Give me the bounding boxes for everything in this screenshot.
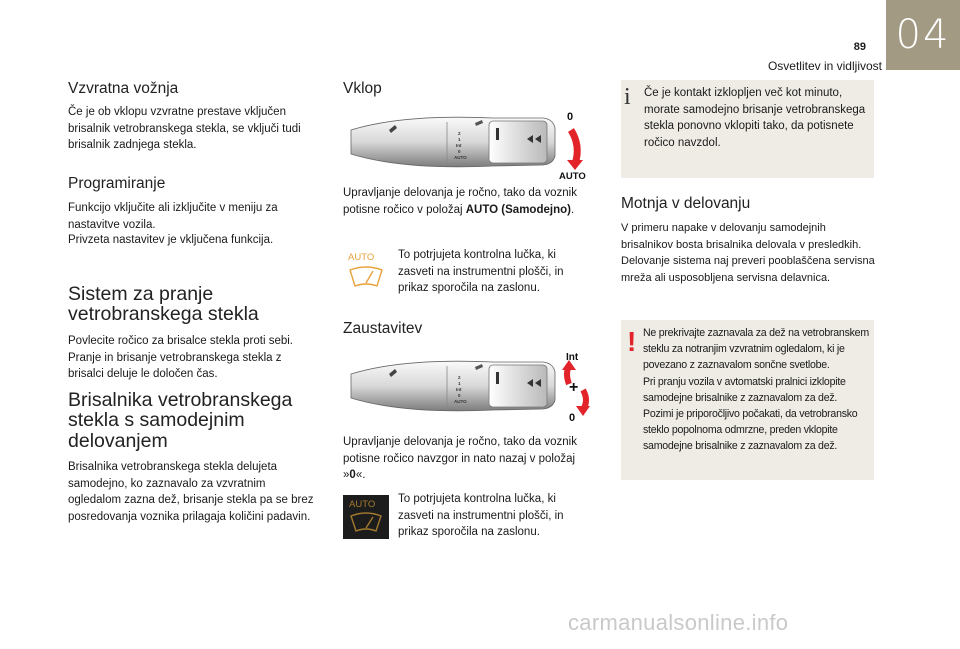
heading-auto-line1: Brisalnika vetrobranskega: [68, 389, 293, 411]
text-lamp1: To potrjujeta kontrolna lučka, ki zasveti na instrumentni plošči, in prikaz sporočila na zaslonu.: [398, 249, 564, 295]
text-reverse: Če je ob vklopu vzvratne prestave vključen brisalnik vetrobranskega stekla, se vključi tudi brisalnik zadnjega stekla.: [68, 106, 301, 152]
text-on: Upravljanje delovanja je ročno, tako da voznik potisne ročico v položaj AUTO (Samodejno).: [343, 187, 577, 216]
text-lamp2: To potrjujeta kontrolna lučka, ki zasveti na instrumentni plošči, in prikaz sporočila na zaslonu.: [398, 493, 564, 539]
auto-wiper-lamp-dark-icon: [343, 495, 389, 539]
heading-auto-line2: stekla s samodejnim: [68, 409, 245, 432]
warning-box: [621, 320, 874, 480]
lever-mark-2: 2: [458, 131, 461, 136]
lever2-pos-int: Int: [566, 352, 579, 363]
lever2-mark-0: 0: [458, 393, 461, 398]
lamp2-auto-text: AUTO: [349, 499, 376, 510]
text-programming-2: Privzeta nastavitev je vključena funkcija.: [68, 234, 274, 246]
heading-washer: [68, 284, 259, 325]
lever-mark-1: 1: [458, 137, 461, 142]
warning-icon: !: [627, 326, 637, 357]
lamp1-auto-text: AUTO: [348, 252, 375, 263]
heading-programming: Programiranje: [68, 175, 166, 192]
lever-illustration-auto: [343, 108, 595, 180]
page-number: 89: [853, 41, 866, 53]
lever-mark-0: 0: [458, 149, 461, 154]
lever2-mark-1: 1: [458, 381, 461, 386]
heading-auto-wipers: [68, 390, 292, 451]
lever2-mark-2: 2: [458, 375, 461, 380]
text-info: Če je kontakt izklopljen več kot minuto, morate samodejno brisanje vetrobranskega stekla ponovno vklopiti tako, da potisnete ročico navzdol.: [644, 87, 866, 150]
lever2-mark-int: Int: [456, 387, 462, 392]
text-warning-2: Pri pranju vozila v avtomatski pralnici izklopite samodejne brisalnike z zaznavalom za dež.: [643, 375, 846, 404]
lever1-pos-0: 0: [567, 111, 574, 123]
heading-washer-line2: vetrobranskega stekla: [68, 303, 259, 326]
chapter-tab: 04: [886, 0, 960, 70]
info-box: [621, 80, 874, 178]
lever-illustration-off: [343, 348, 595, 424]
text-washer: Povlecite ročico za brisalce stekla proti sebi. Pranje in brisanje vetrobranskega stekla z brisalci deluje le določen čas.: [68, 335, 293, 381]
heading-fault: Motnja v delovanju: [621, 195, 751, 212]
text-warning-1: Ne prekrivajte zaznavala za dež na vetrobranskem steklu za notranjim vzvratnim ogledalom, ki je povezano z zaznavalom sončne svetlobe.: [643, 327, 869, 372]
section-title: Osvetlitev in vidljivost: [767, 59, 882, 73]
lever2-pos-0: 0: [569, 412, 576, 424]
heading-reverse: Vzvratna vožnja: [68, 80, 179, 97]
lever-mark-auto: AUTO: [454, 155, 467, 160]
text-programming-1: Funkcijo vključite ali izključite v meniju za nastavitve vozila.: [68, 202, 278, 231]
text-off: Upravljanje delovanja je ročno, tako da voznik potisne ročico navzgor in nato nazaj v položaj »0«.: [343, 436, 577, 482]
lever2-mark-auto: AUTO: [454, 399, 467, 404]
text-fault: V primeru napake v delovanju samodejnih brisalnikov bosta brisalnika delovala v presledkih. Delovanje sistema naj preveri pooblaščena servisna mreža ali usposobljena servisna delavnica.: [621, 222, 875, 284]
heading-on: Vklop: [343, 80, 382, 97]
heading-auto-line3: delovanjem: [68, 429, 168, 452]
warning-content: [643, 325, 871, 455]
info-icon: i: [624, 84, 631, 110]
text-auto-wipers: Brisalnika vetrobranskega stekla delujeta samodejno, ko zaznavalo za vzvratnim ogledalom zazna dež, brisanje stekla pa se brez posredovanja voznika prilagaja količini padavin.: [68, 461, 314, 524]
lever2-plus: +: [569, 379, 579, 396]
text-warning-3: Pozimi je priporočljivo počakati, da vetrobransko steklo popolnoma odmrzne, preden vklopite samodejne brisalnike z zaznavalom za dež.: [643, 408, 858, 453]
watermark: carmanualsonline.info: [568, 610, 789, 635]
heading-washer-line1: Sistem za pranje: [68, 283, 214, 305]
lever1-pos-auto: AUTO: [559, 171, 586, 180]
lever-mark-int: Int: [456, 143, 462, 148]
auto-wiper-lamp-icon: [343, 248, 389, 294]
heading-off: Zaustavitev: [343, 320, 423, 337]
